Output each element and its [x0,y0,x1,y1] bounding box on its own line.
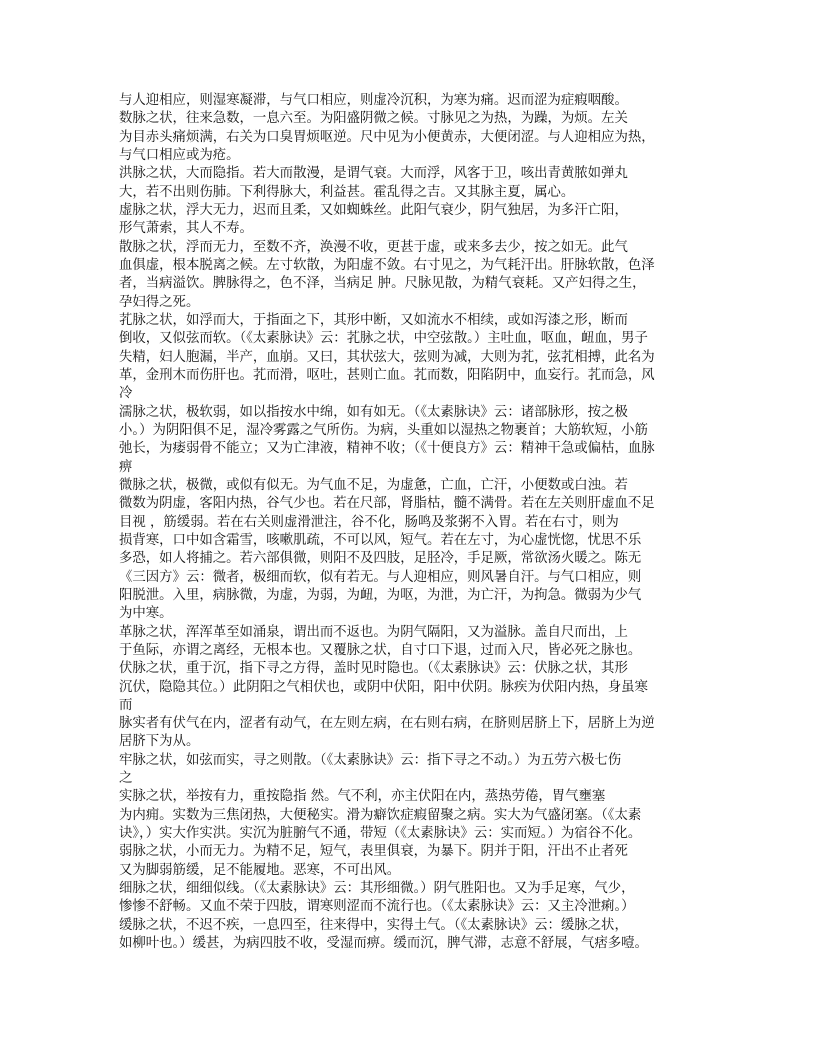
text-line: 于鱼际，亦谓之离经，无根本也。又覆脉之状，自寸口下退，过而入尺，皆必死之脉也。 [119,642,642,658]
text-line: 与人迎相应，则湿寒凝滞，与气口相应，则虚冷沉积，为寒为痛。迟而涩为症瘕咽酸。 [119,93,628,108]
text-line: 孕妇得之死。 [119,294,200,310]
text-line: 损背寒，口中如含霜雪，咳嗽肌疏，不可以风，短气。若在左寸，为心虚恍惚，忧思不乐 [119,532,642,548]
text-line: 之 [119,771,133,787]
text-line: 革，金刑木而伤肝也。芤而滑，呕吐，甚则亡血。芤而数，阳陷阴中，血妄行。芤而急，风 [119,367,655,383]
text-line: 弛长，为痿弱骨不能立；又为亡津液，精神不收；（《十便良方》云：精神干急或偏枯，血脉 [119,441,655,457]
text-line: 血俱虚，根本脱离之候。左寸软散，为阳虚不敛。右寸见之，为气耗汗出。肝脉软散，色泽 [119,257,655,273]
text-line: 洪脉之状，大而隐指。若大而散漫，是谓气衰。大而浮，风客于卫，咳出青黄脓如弹丸 [119,166,628,182]
text-line: 阳脱泄。入里，病脉微，为虚，为弱，为衄，为呕，为泄，为亡汗，为拘急。微弱为少气 [119,587,642,603]
text-line: 实脉之状，举按有力，重按隐指 然。气不利，亦主伏阳在内，蒸热劳倦，胃气壅塞 [119,789,606,805]
text-line: 诀》，）实大作实洪。实沉为脏腑气不通，带短（《太素脉诀》云：实而短。）为宿谷不化。 [119,826,642,842]
text-line: 失精，妇人胞漏，半产，血崩。又曰，其状弦大，弦则为减，大则为芤，弦芤相搏，此名为 [119,349,655,365]
text-line: 目视 ，筋缓弱。若在右关则虚滑泄注，谷不化，肠鸣及浆粥不入胃。若在右寸，则为 [119,514,619,530]
text-line: 微数为阴虚，客阳内热，谷气少也。若在尺部，肾脂枯，髓不满骨。若在左关则肝虚血不足 [119,496,655,512]
text-line: 沉伏，隐隐其位。）此阴阳之气相伏也，或阴中伏阳，阳中伏阴。脉疾为伏阳内热，身虽寒 [119,679,648,695]
text-line: 细脉之状，细细似线。（《太素脉诀》云：其形细微。）阴气胜阳也。又为手足寒，气少， [119,881,635,897]
text-line: 缓脉之状，不迟不疾，一息四至，往来得中，实得土气。（《太素脉诀》云：缓脉之状， [119,917,628,933]
text-line: 倒收，又似弦而软。（《太素脉诀》云：芤脉之状，中空弦散。）主吐血，呕血，衄血，男子 [119,331,648,347]
text-line: 居脐下为从。 [119,734,200,750]
text-line: 痹 [119,459,133,475]
text-line: 与气口相应或为疮。 [119,147,240,163]
text-line: 如柳叶也。）缓甚，为病四肢不收，受湿而痹。缓而沉，脾气滞，志意不舒展，气痞多噎。 [119,936,648,952]
text-line: 牢脉之状，如弦而实，寻之则散。（《太素脉诀》云：指下寻之不动。）为五劳六极七伤 [119,752,622,768]
text-line: 惨惨不舒畅。又血不荣于四肢，谓寒则涩而不流行也。（《太素脉诀》云：又主冷泄痢。） [119,899,635,915]
text-line: 弱脉之状，小而无力。为精不足，短气，表里俱衰，为暴下。阴并于阳，汗出不止者死 [119,844,628,860]
document-body [119,92,719,953]
text-line: 为目赤头痛烦满，右关为口臭胃烦呕逆。尺中见为小便黄赤，大便闭涩。与人迎相应为热， [119,129,655,145]
text-line: 冷 [119,386,133,402]
text-line: 数脉之状，往来急数，一息六至。为阳盛阴微之候。寸脉见之为热，为躁，为烦。左关 [119,111,628,127]
text-line: 芤脉之状，如浮而大，于指面之下，其形中断，又如流水不相续，或如泻漆之形，断而 [119,312,628,328]
text-line: 形气萧索，其人不寿。 [119,221,253,237]
text-line: 虚脉之状，浮大无力，迟而且柔，又如蜘蛛丝。此阳气衰少，阴气独居，为多汗亡阳， [119,202,628,218]
text-line: 散脉之状，浮而无力，至数不齐，涣漫不收，更甚于虚，或来多去少，按之如无。此气 [119,239,628,255]
text-line: 革脉之状，浑浑革至如涌泉，谓出而不返也。为阴气隔阳，又为溢脉。盖自尺而出，上 [119,624,628,640]
text-line: 为内痈。实数为三焦闭热，大便秘实。滑为癖饮症瘕留聚之病。实大为气盛闭塞。（《太素 [119,807,642,823]
text-line: 大，若不出则伤肺。下利得脉大，利益甚。霍乱得之吉。又其脉主夏，属心。 [119,184,575,200]
text-line: 伏脉之状，重于沉，指下寻之方得，盖时见时隐也。（《太素脉诀》云：伏脉之状，其形 [119,661,628,677]
text-line: 又为脚弱筋缓，足不能履地。恶寒，不可出风。 [119,862,401,878]
text-line: 脉实者有伏气在内，涩者有动气，在左则左病，在右则右病，在脐则居脐上下，居脐上为逆 [119,716,655,732]
text-line: 《三因方》云：微者，极细而软，似有若无。与人迎相应，则风暑自汗。与气口相应，则 [119,569,642,585]
text-line: 者，当病溢饮。脾脉得之，色不泽，当病足 肿。尺脉见散，为精气衰耗。又产妇得之生， [119,276,646,292]
text-line: 小。）为阴阳俱不足，湿冷雾露之气所伤。为病，头重如以湿热之物裹首；大筋软短，小筋 [119,422,648,438]
text-line: 而 [119,697,133,713]
text-line: 多恐，如人将捕之。若六部俱微，则阳不及四肢，足胫冷，手足厥，常欲汤火暖之。陈无 [119,551,642,567]
text-line: 微脉之状，极微，或似有似无。为气血不足，为虚惫，亡血，亡汗，小便数或白浊。若 [119,477,628,493]
text-line: 濡脉之状，极软弱，如以指按水中绵，如有如无。（《太素脉诀》云：诸部脉形，按之极 [119,404,628,420]
text-line: 为中寒。 [119,606,173,622]
